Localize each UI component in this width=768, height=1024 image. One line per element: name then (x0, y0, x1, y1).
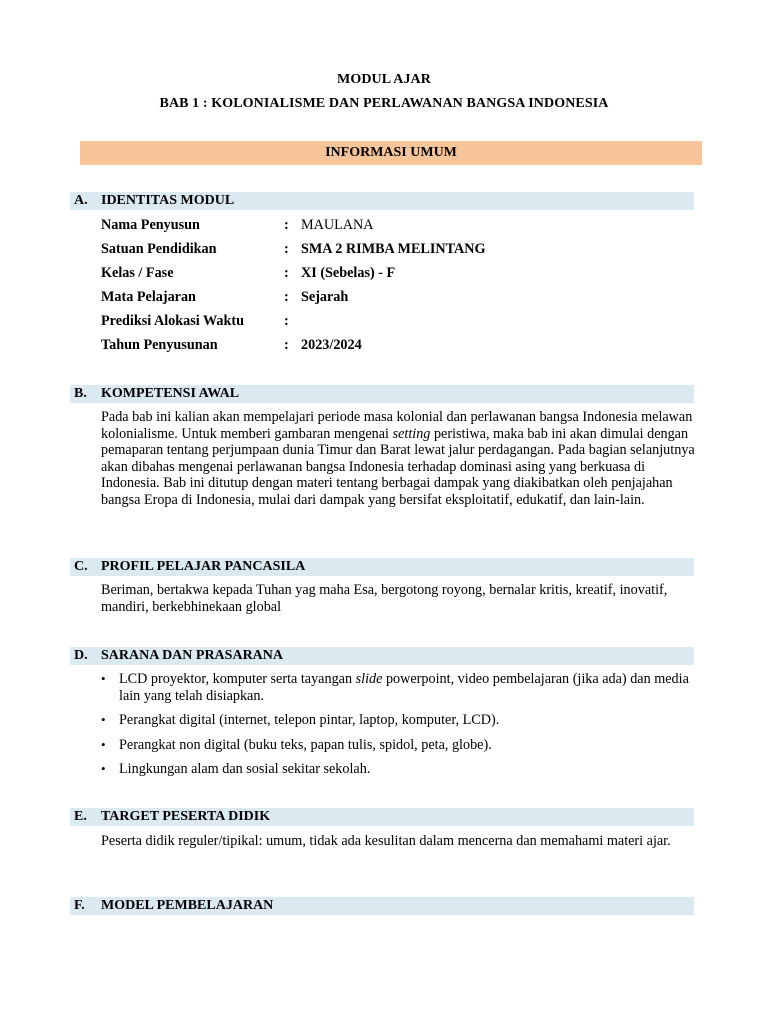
section-title: KOMPETENSI AWAL (101, 386, 240, 401)
section-letter: C. (74, 559, 88, 574)
section-letter: E. (74, 809, 87, 824)
identity-row-kelas (101, 262, 701, 284)
identity-value: MAULANA (301, 217, 374, 233)
bullet-icon: • (101, 761, 106, 776)
identity-label: Tahun Penyusunan (101, 337, 218, 353)
identity-value: Sejarah (301, 289, 349, 305)
identity-value: XI (Sebelas) - F (301, 265, 396, 281)
identity-label: Kelas / Fase (101, 265, 174, 281)
section-title: SARANA DAN PRASARANA (101, 648, 284, 663)
list-item-text: Perangkat digital (internet, telepon pintar, laptop, komputer, LCD). (119, 712, 500, 728)
bullet-icon: • (101, 671, 106, 686)
identity-colon: : (284, 313, 289, 329)
identity-label: Prediksi Alokasi Waktu (101, 313, 244, 329)
identity-colon: : (284, 265, 289, 281)
identity-label: Satuan Pendidikan (101, 241, 217, 257)
section-title: PROFIL PELAJAR PANCASILA (101, 559, 306, 574)
identity-row-satuan (101, 238, 701, 260)
list-item (101, 671, 701, 704)
list-item (101, 712, 701, 729)
list-item (101, 737, 701, 754)
bullet-icon: • (101, 736, 106, 752)
section-letter: B. (74, 386, 87, 401)
section-letter: D. (74, 648, 88, 663)
identity-value: SMA 2 RIMBA MELINTANG (301, 241, 486, 257)
bullet-icon: • (101, 712, 106, 727)
list-item-text: Lingkungan alam dan sosial sekitar sekolah. (119, 761, 371, 777)
section-a-header (70, 192, 694, 210)
list-item-text: Perangkat non digital (buku teks, papan tulis, spidol, peta, globe). (119, 736, 492, 753)
section-b-header (70, 385, 694, 403)
document-title: MODUL AJAR (337, 72, 431, 87)
section-title: IDENTITAS MODUL (101, 193, 235, 208)
identity-colon: : (284, 289, 289, 305)
kompetensi-awal-paragraph (101, 409, 697, 508)
identity-value: 2023/2024 (301, 337, 362, 353)
profil-pelajar-paragraph: Beriman, bertakwa kepada Tuhan yag maha Esa, bergotong royong, bernalar kritis, kreatif, inovatif, mandiri, berkebhinekaan global (101, 582, 668, 615)
section-c-header (70, 558, 694, 576)
identity-label: Nama Penyusun (101, 217, 200, 233)
identity-colon: : (284, 217, 289, 233)
section-d-header (70, 647, 694, 665)
info-banner: INFORMASI UMUM (80, 141, 702, 165)
list-item-text: powerpoint, video pembelajaran (jika ada) dan media lain yang telah disiapkan. (119, 671, 689, 704)
sarana-list (101, 671, 701, 786)
section-f-header (70, 897, 694, 915)
list-item (101, 761, 701, 778)
target-peserta-paragraph: Peserta didik reguler/tipikal: umum, tidak ada kesulitan dalam mencerna dan memahami materi ajar. (101, 833, 671, 849)
paragraph-text: peristiwa, maka bab ini akan dimulai dengan pemaparan tentang perjumpaan dunia Timur dan Barat lewat jalur perdagangan. Pada bagian selanjutnya akan dibahas mengenai perlawanan bangsa Indonesia terhadap dominasi asing yang berkuasa di Indonesia. Bab ini ditutup dengan materi tentang berbagai dampak yang diakibatkan oleh penjajahan bangsa Eropa di Indonesia, mulai dari dampak yang bersifat eksploitatif, edukatif, dan lain-lain. (101, 425, 695, 508)
identity-row-tahun (101, 334, 701, 356)
identity-label: Mata Pelajaran (101, 289, 196, 305)
identity-row-alokasi (101, 310, 701, 332)
section-e-header (70, 808, 694, 826)
identity-row-mapel (101, 286, 701, 308)
section-title: TARGET PESERTA DIDIK (101, 809, 271, 824)
paragraph-text: Pada bab ini kalian akan mempelajari periode masa kolonial dan perlawanan bangsa Indonesia melawan kolonialisme. Untuk memberi gambaran mengenai (101, 409, 693, 442)
italic-term: slide (355, 671, 383, 687)
italic-term: setting (392, 425, 431, 442)
list-item-text: LCD proyektor, komputer serta tayangan (119, 671, 356, 687)
identity-colon: : (284, 241, 289, 257)
document-subtitle: BAB 1 : KOLONIALISME DAN PERLAWANAN BANGSA INDONESIA (159, 96, 609, 111)
section-letter: A. (74, 193, 88, 208)
identity-colon: : (284, 337, 289, 353)
section-title: MODEL PEMBELAJARAN (101, 898, 274, 913)
identity-row-nama (101, 214, 701, 236)
section-letter: F. (74, 898, 85, 913)
